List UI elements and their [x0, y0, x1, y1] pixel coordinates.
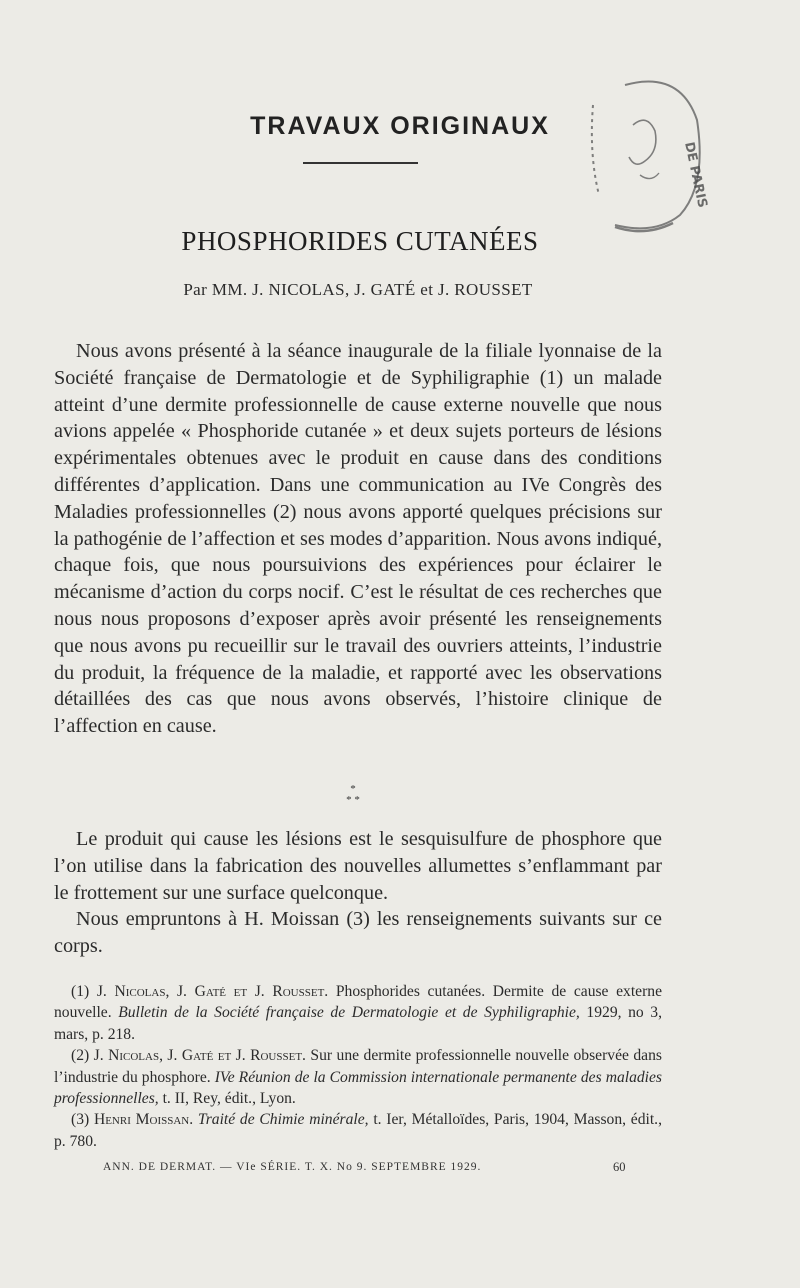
- article-body: [54, 338, 662, 740]
- footnote: [54, 1109, 662, 1152]
- footnote-title: Sur une dermite professionnelle nouvelle observée dans l’industrie du phosphore.: [54, 1047, 662, 1086]
- footnote: [54, 1045, 662, 1109]
- section-title: TRAVAUX ORIGINAUX: [250, 112, 550, 140]
- footnote: [54, 981, 662, 1045]
- footnotes: [54, 981, 662, 1152]
- footnote-number: (3): [71, 1111, 90, 1129]
- footnote-journal: IVe Réunion de la Commission internationale permanente des maladies professionnelles,: [54, 1068, 663, 1108]
- stamp-text: DE PARIS: [681, 140, 710, 210]
- footnote-number: (1): [71, 983, 90, 1000]
- footnote-details: t. Ier, Métalloïdes, Paris, 1904, Masson, édit., p. 780.: [54, 1111, 662, 1150]
- library-stamp-icon: [585, 65, 710, 240]
- footnote-journal: Bulletin de la Société française de Dermatologie et de Syphiligraphie,: [118, 1004, 580, 1022]
- title-rule: [303, 162, 418, 164]
- footnote-authors: J. Nicolas, J. Gaté et J. Rousset.: [96, 983, 329, 1000]
- separator-stars: * *: [346, 794, 360, 806]
- paragraph: Nous empruntons à H. Moissan (3) les renseignements suivants sur ce corps.: [54, 908, 662, 958]
- footnote-details: t. II, Rey, édit., Lyon.: [162, 1090, 296, 1108]
- footnote-details: 1929, no 3, mars, p. 218.: [54, 1004, 662, 1043]
- footnote-journal: Traité de Chimie minérale,: [197, 1111, 369, 1129]
- paragraph: Le produit qui cause les lésions est le sesquisulfure de phosphore que l’on utilise dans la fabrication des nouvelles allumettes s’enflammant par le frottement sur une surface quelconque.: [54, 828, 662, 904]
- page-number: 60: [613, 1160, 626, 1174]
- footnote-title: Phosphorides cutanées. Dermite de cause externe nouvelle.: [54, 983, 663, 1022]
- article-body-continued: [54, 826, 662, 960]
- footnote-authors: Henri Moissan.: [93, 1111, 194, 1129]
- footnote-number: (2): [71, 1047, 90, 1065]
- paragraph: Nous avons présenté à la séance inaugurale de la filiale lyonnaise de la Société française de Dermatologie et de Syphiligraphie (1) un malade atteint d’une dermite professionnelle de cause externe nouvelle que nous avions appelée « Phosphoride cutanée » et deux sujets porteurs de lésions expérimentales obtenues avec le produit en cause dans des conditions différentes d’application. Dans une communication au IVe Congrès des Maladies professionnelles (2) nous avons apporté quelques précisions sur la pathogénie de l’affection et ses modes d’apparition. Nous avons indiqué, chaque fois, que nous poursuivions des expériences pour éclairer le mécanisme d’action du corps nocif. C’est le résultat de ces recherches que nous nous proposons d’exposer après avoir présenté les renseignements que nous avons pu recueillir sur le travail des ouvriers atteints, l’industrie du produit, la fréquence de la maladie, et rapporté avec les observations détaillées des cas que nous avons observés, l’histoire clinique de l’affection en cause.: [54, 340, 662, 738]
- article-authors: Par MM. J. NICOLAS, J. GATÉ et J. ROUSSET: [183, 280, 533, 299]
- separator-star: *: [350, 783, 356, 795]
- running-footer: ANN. DE DERMAT. — VIe SÉRIE. T. X. No 9. SEPTEMBRE 1929.: [103, 1161, 482, 1173]
- section-separator: [0, 784, 706, 806]
- footnote-authors: J. Nicolas, J. Gaté et J. Rousset.: [93, 1047, 306, 1065]
- article-title: PHOSPHORIDES CUTANÉES: [181, 226, 539, 256]
